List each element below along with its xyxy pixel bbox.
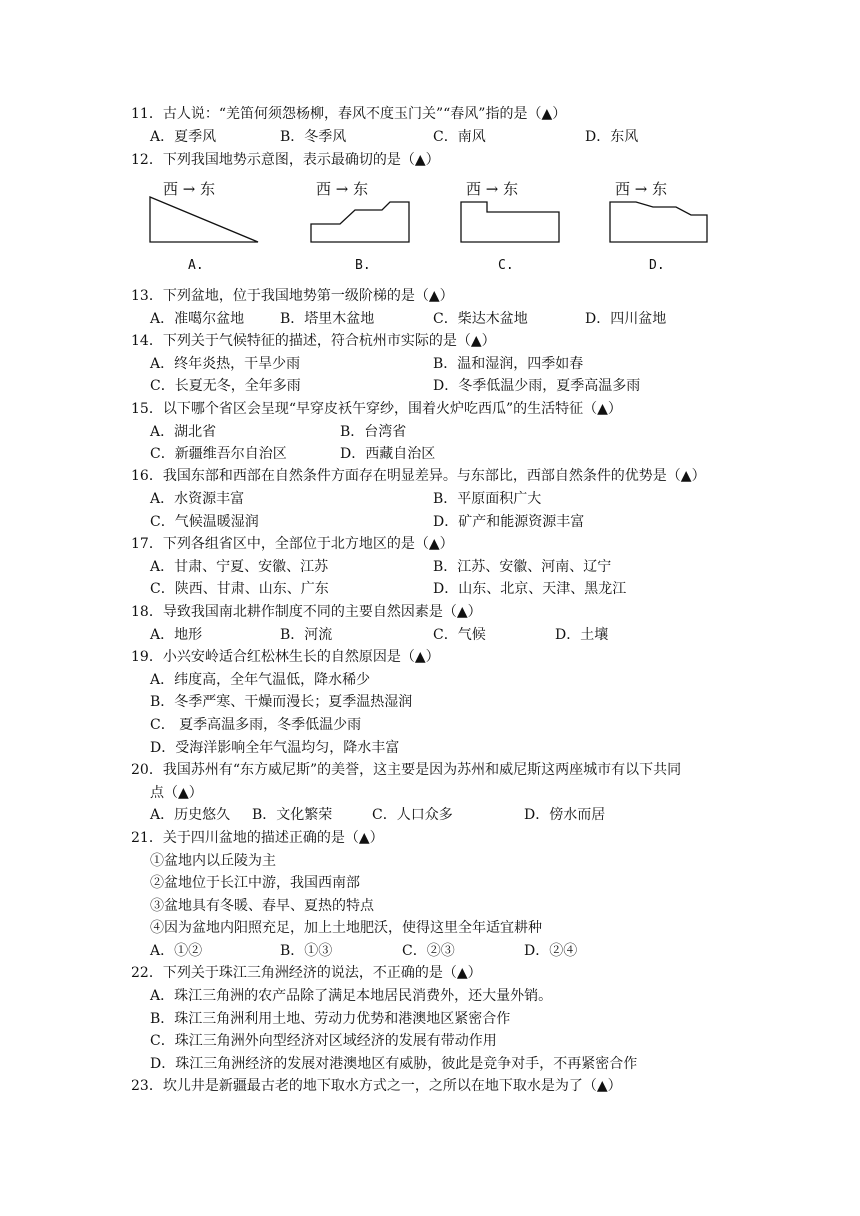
q19-option-d: D．受海洋影响全年气温均匀，降水丰富 [150,740,400,756]
q21-statement-3: ③盆地具有冬暖、春早、夏热的特点 [150,898,374,914]
q16-option-c: C．气候温暖湿润 [150,514,259,530]
question-22-stem: 22．下列关于珠江三角洲经济的说法，不正确的是（▲） [131,965,482,981]
question-16-stem: 16．我国东部和西部在自然条件方面存在明显差异。与东部比，西部自然条件的优势是（▲） [131,468,706,484]
q16-option-a: A．水资源丰富 [150,491,245,507]
q11-option-a: A．夏季风 [150,129,217,145]
q22-option-d: D．珠江三角洲经济的发展对港澳地区有威胁，彼此是竞争对手，不再紧密合作 [150,1056,638,1072]
diagram-c-label: C. [498,258,514,273]
q20-option-c: C．人口众多 [372,807,453,823]
q14-option-b: B．温和湿润，四季如春 [433,356,584,372]
diagram-a-title: 西 → 东 [163,180,216,198]
q17-option-b: B．江苏、安徽、河南、辽宁 [433,559,612,575]
question-12-stem: 12．下列我国地势示意图，表示最确切的是（▲） [131,152,440,168]
q18-option-b: B．河流 [280,627,333,643]
q21-option-d: D．②④ [524,943,578,959]
q17-option-a: A．甘肃、宁夏、安徽、江苏 [150,559,329,575]
q22-option-b: B．珠江三角洲利用土地、劳动力优势和港澳地区紧密合作 [150,1011,511,1027]
diagram-d-profile [610,202,707,242]
question-13-stem: 13．下列盆地，位于我国地势第一级阶梯的是（▲） [131,288,454,304]
q21-statement-2: ②盆地位于长江中游，我国西南部 [150,875,360,891]
diagram-d-title: 西 → 东 [615,180,668,198]
diagram-d-label: D. [649,258,665,273]
q16-option-d: D．矿产和能源资源丰富 [433,514,585,530]
q15-option-b: B．台湾省 [340,424,407,440]
q18-option-d: D．土壤 [555,627,609,643]
q18-option-c: C．气候 [433,627,486,643]
terrain-diagram-c [460,177,585,277]
q14-option-d: D．冬季低温少雨，夏季高温多雨 [433,378,641,394]
q13-option-d: D．四川盆地 [585,311,667,327]
q20-option-a: A．历史悠久 [150,807,231,823]
q21-statement-1: ①盆地内以丘陵为主 [150,853,276,869]
question-18-stem: 18．导致我国南北耕作制度不同的主要自然因素是（▲） [131,604,482,620]
q22-option-a: A．珠江三角洲的农产品除了满足本地居民消费外，还大量外销。 [150,988,553,1004]
q17-option-d: D．山东、北京、天津、黑龙江 [433,581,627,597]
diagram-c-profile [461,202,559,242]
q17-option-c: C．陕西、甘肃、山东、广东 [150,581,329,597]
question-15-stem: 15．以下哪个省区会呈现“早穿皮袄午穿纱，围着火炉吃西瓜”的生活特征（▲） [131,401,622,417]
question-20-stem-cont: 点（▲） [150,785,203,801]
q22-option-c: C．珠江三角洲外向型经济对区域经济的发展有带动作用 [150,1033,497,1049]
question-14-stem: 14．下列关于气候特征的描述，符合杭州市实际的是（▲） [131,333,496,349]
question-17-stem: 17．下列各组省区中，全部位于北方地区的是（▲） [131,536,454,552]
q21-statement-4: ④因为盆地内阳照充足，加上土地肥沃，使得这里全年适宜耕种 [150,920,542,936]
q20-option-d: D．傍水而居 [524,807,606,823]
question-19-stem: 19．小兴安岭适合红松林生长的自然原因是（▲） [131,649,440,665]
diagram-b-label: B. [355,258,371,273]
diagram-b-title: 西 → 东 [316,180,369,198]
q21-option-a: A．①② [150,943,203,959]
q14-option-c: C．长夏无冬，全年多雨 [150,378,301,394]
q13-option-a: A．准噶尔盆地 [150,311,245,327]
q14-option-a: A．终年炎热，干旱少雨 [150,356,301,372]
q18-option-a: A．地形 [150,627,203,643]
q11-option-d: D．东风 [585,129,639,145]
terrain-diagram-b [310,177,435,277]
q15-option-d: D．西藏自治区 [340,446,436,462]
q13-option-b: B．塔里木盆地 [280,311,375,327]
q19-option-a: A．纬度高，全年气温低，降水稀少 [150,672,371,688]
diagram-a-profile [150,197,258,242]
q15-option-a: A．湖北省 [150,424,217,440]
terrain-diagram-d [609,177,734,277]
q11-option-b: B．冬季风 [280,129,347,145]
q13-option-c: C．柴达木盆地 [433,311,528,327]
diagram-c-title: 西 → 东 [466,180,519,198]
q11-option-c: C．南风 [433,129,486,145]
q21-option-b: B．①③ [280,943,333,959]
q20-option-b: B．文化繁荣 [252,807,333,823]
terrain-diagram-a [148,177,273,277]
diagram-a-label: A. [188,258,204,273]
q15-option-c: C．新疆维吾尔自治区 [150,446,287,462]
question-11-stem: 11．古人说：“羌笛何须怨杨柳，春风不度玉门关”“春风”指的是（▲） [131,106,567,122]
q19-option-c: C． 夏季高温多雨，冬季低温少雨 [150,717,362,733]
q19-option-b: B．冬季严寒、干燥而漫长；夏季温热湿润 [150,694,413,710]
question-20-stem: 20．我国苏州有“东方威尼斯”的美誉，这主要是因为苏州和威尼斯这两座城市有以下共同 [131,762,682,778]
diagram-b-profile [311,202,409,242]
q21-option-c: C．②③ [402,943,455,959]
question-23-stem: 23．坎儿井是新疆最古老的地下取水方式之一，之所以在地下取水是为了（▲） [131,1078,622,1094]
q16-option-b: B．平原面积广大 [433,491,542,507]
question-21-stem: 21．关于四川盆地的描述正确的是（▲） [131,830,384,846]
